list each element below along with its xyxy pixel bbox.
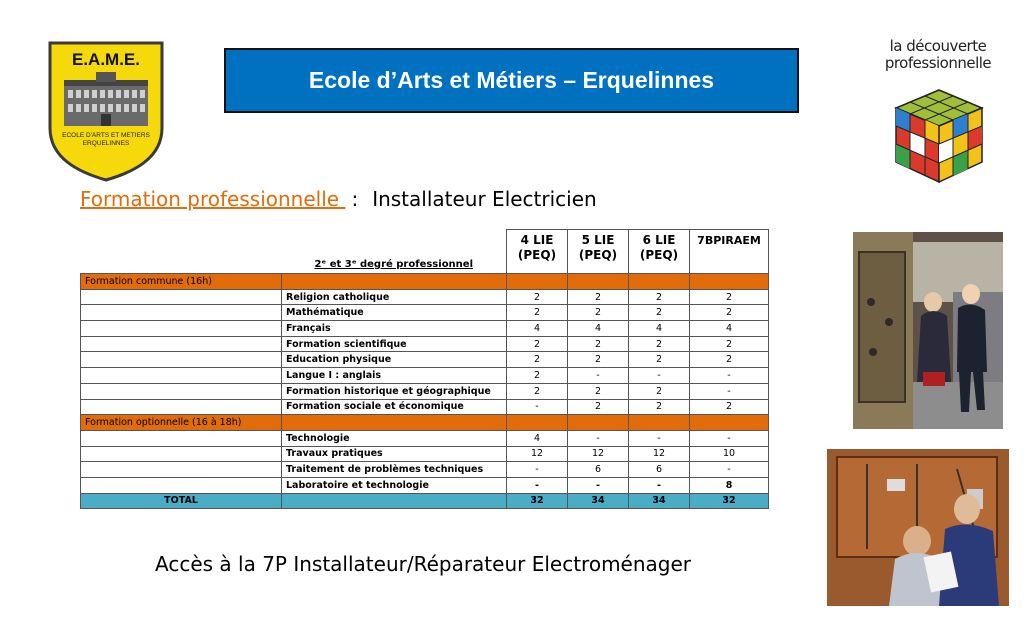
page-title: Ecole d’Arts et Métiers – Erquelinnes xyxy=(308,67,715,93)
section-value: Installateur Electricien xyxy=(372,187,597,211)
degree-header: 2ᵉ et 3ᵉ degré professionnel xyxy=(282,230,507,274)
eame-logo xyxy=(46,40,166,182)
column-header: 7BPIRAEM xyxy=(690,230,769,274)
decouverte-line1: la découverte xyxy=(889,37,987,55)
table-row: Religion catholique 2 2 2 2 xyxy=(81,289,769,305)
table-row: Français 4 4 4 4 xyxy=(81,321,769,337)
group-row xyxy=(81,415,769,431)
total-label: TOTAL xyxy=(81,493,282,509)
rubik-cube-icon xyxy=(890,82,988,186)
table-row: Laboratoire et technologie - - - 8 xyxy=(81,477,769,493)
electrical-cabinet-photo xyxy=(827,449,1009,606)
decouverte-line2: professionnelle xyxy=(884,54,992,72)
section-separator: : xyxy=(351,187,359,211)
column-header: 5 LIE (PEQ) xyxy=(568,230,629,274)
table-row: Formation sociale et économique - 2 2 2 xyxy=(81,399,769,415)
group-row xyxy=(81,274,769,290)
logo-title: E.A.M.E. xyxy=(71,50,140,69)
table-row: Mathématique 2 2 2 2 xyxy=(81,305,769,321)
table-row: Formation historique et géographique 2 2 2 - xyxy=(81,383,769,399)
course-table xyxy=(80,229,769,509)
workshop-photo xyxy=(853,232,1003,429)
table-header-row xyxy=(81,230,769,274)
section-label: Formation professionnelle xyxy=(80,187,346,211)
decouverte-logo xyxy=(878,38,998,188)
access-note: Accès à la 7P Installateur/Réparateur Electroménager xyxy=(155,552,692,576)
group-label: Formation commune (16h) xyxy=(81,274,282,290)
group-label: Formation optionnelle (16 à 18h) xyxy=(81,415,282,431)
table-row: Travaux pratiques 12 12 12 10 xyxy=(81,446,769,462)
table-row: Technologie 4 - - - xyxy=(81,430,769,446)
table-row: Formation scientifique 2 2 2 2 xyxy=(81,336,769,352)
title-banner xyxy=(224,48,799,113)
logo-caption: ECOLE D'ARTS ET METIERS ERQUELINNES xyxy=(62,132,150,147)
table-row: Langue I : anglais 2 - - - xyxy=(81,368,769,384)
column-header: 6 LIE (PEQ) xyxy=(629,230,690,274)
column-header: 4 LIE (PEQ) xyxy=(507,230,568,274)
table-row: Education physique 2 2 2 2 xyxy=(81,352,769,368)
section-heading xyxy=(80,187,597,211)
table-row: Traitement de problèmes techniques - 6 6 - xyxy=(81,462,769,478)
total-row: TOTAL 32 34 34 32 xyxy=(81,493,769,509)
